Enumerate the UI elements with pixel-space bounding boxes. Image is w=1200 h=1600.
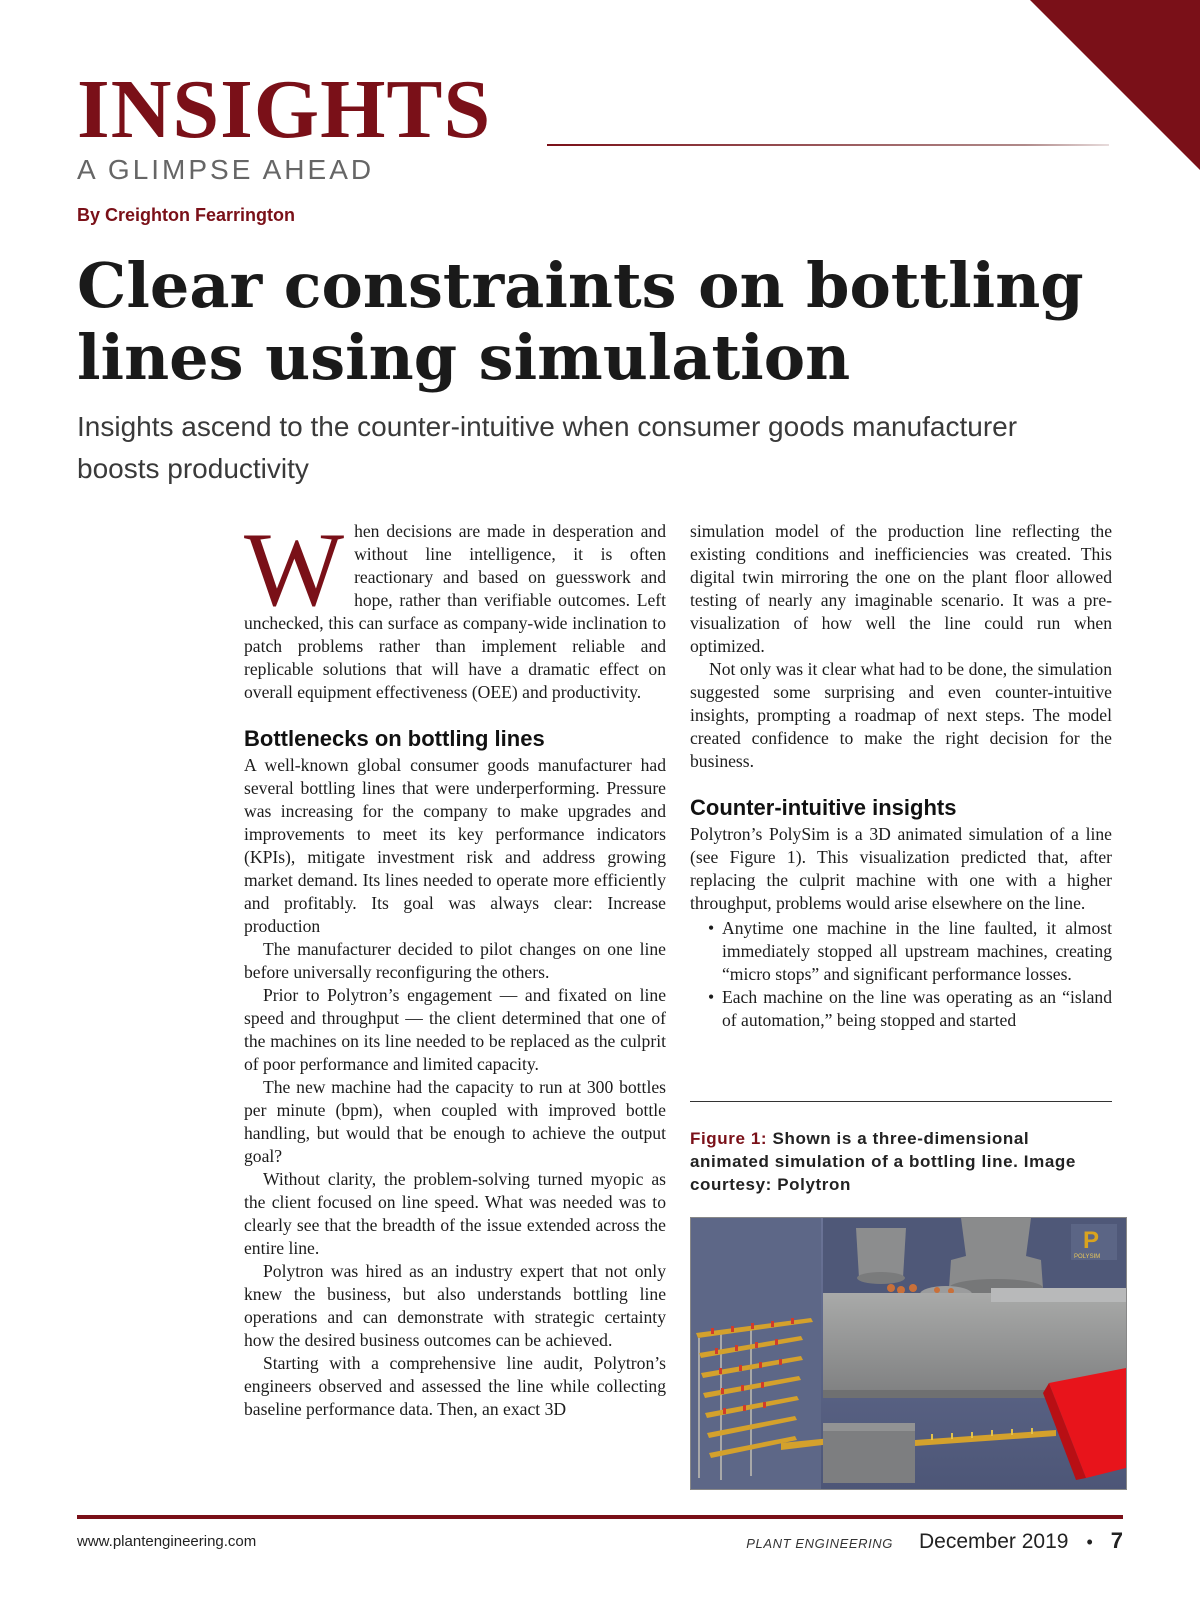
body-paragraph: Polytron was hired as an industry expert that not only knew the business, but also understands bottling line operations and can demonstrate with strategic certainty how the desired business outcomes can be achieved. (244, 1261, 666, 1350)
body-paragraph: A well-known global consumer goods manufacturer had several bottling lines that were underperforming. Pressure was increasing for the company to make upgrades and improvements to meet its key performance indicators (KPIs), mitigate investment risk and address growing market demand. Its lines needed to operate more efficiently and profitably. Its goal was always clear: Increase production (244, 755, 666, 936)
drop-cap: W (244, 511, 345, 628)
article-headline: Clear constraints on bottling lines using simulation (77, 249, 1084, 394)
article-deck: Insights ascend to the counter-intuitive when consumer goods manufacturer boosts productivity (77, 411, 1018, 484)
footer-url: www.plantengineering.com (77, 1533, 257, 1550)
body-paragraph: simulation model of the production line reflecting the existing conditions and inefficiencies was created. This digital twin mirroring the one on the plant floor allowed testing of nearly any imaginable scenario. It was a pre-visualization of how well the line could run when optimized. (690, 521, 1112, 656)
figure-rule (690, 1101, 1112, 1102)
intro-paragraph (244, 511, 666, 704)
polysim-logo-text: POLYSIM (1074, 1254, 1101, 1260)
figure-caption-text: Shown is a three-dimensional animated simulation of a bottling line. Image courtesy: Polytron (690, 1129, 1076, 1194)
body-paragraph: Not only was it clear what had to be done, the simulation suggested some surprising and even counter-intuitive insights, prompting a roadmap of next steps. The model created confidence to make the right decision for the business. (690, 659, 1112, 771)
polysim-logo-letter: P (1083, 1227, 1100, 1254)
byline: By Creighton Fearrington (77, 205, 296, 225)
bullet-item: • Anytime one machine in the line faulted, it almost immediately stopped all upstream machines, creating “micro stops” and significant performance losses. (722, 917, 1112, 986)
page-number: 7 (1110, 1528, 1123, 1553)
body-paragraph: Polytron’s PolySim is a 3D animated simulation of a line (see Figure 1). This visualization predicted that, after replacing the culprit machine with one with a higher throughput, problems would arise elsewhere on the line. (690, 824, 1112, 913)
left-column (244, 511, 666, 1421)
bullet-list (690, 917, 1112, 1032)
section-brand: INSIGHTS (77, 63, 492, 156)
footer-publication: PLANT ENGINEERING (746, 1536, 894, 1551)
body-paragraph: The new machine had the capacity to run at 300 bottles per minute (bpm), when coupled with improved bottle handling, but would that be enough to achieve the output goal? (244, 1077, 666, 1166)
bullet-item: • Each machine on the line was operating as an “island of automation,” being stopped and started (722, 986, 1112, 1032)
body-paragraph: The manufacturer decided to pilot changes on one line before universally reconfiguring the others. (244, 939, 666, 982)
section-tagline: A GLIMPSE AHEAD (77, 154, 375, 185)
section-heading-insights: Counter-intuitive insights (690, 795, 957, 820)
simulation-render (691, 1218, 1126, 1489)
body-paragraph: Without clarity, the problem-solving turned myopic as the client focused on line speed. What was needed was to clearly see that the breadth of the issue extended across the entire line. (244, 1169, 666, 1258)
section-header (77, 63, 1117, 186)
intro-text: hen decisions are made in desperation and without line intelligence, it is often reactionary and based on guesswork and hope, rather than verifiable outcomes. Left unchecked, this can surface as company-wide inclination to patch problems rather than implement reliable and replicable solutions that will have a dramatic effect on overall equipment effectiveness (OEE) and productivity. (244, 521, 666, 702)
figure-label: Figure 1: (690, 1129, 768, 1148)
body-paragraph: Starting with a comprehensive line audit, Polytron’s engineers observed and assessed the line while collecting baseline performance data. Then, an exact 3D (244, 1353, 666, 1419)
footer-date: December 2019 (919, 1530, 1069, 1553)
section-heading-bottlenecks: Bottlenecks on bottling lines (244, 726, 545, 751)
footer-separator: • (1086, 1532, 1093, 1552)
footer-info (746, 1528, 1123, 1554)
header-rule (547, 144, 1109, 146)
figure-caption (690, 1127, 1100, 1196)
figure-image (690, 1217, 1127, 1490)
body-paragraph: Prior to Polytron’s engagement — and fixated on line speed and throughput — the client determined that one of the machines on its line needed to be replaced as the culprit of poor performance and limited capacity. (244, 985, 666, 1074)
footer-rule (77, 1515, 1123, 1519)
right-column (690, 520, 1112, 1032)
